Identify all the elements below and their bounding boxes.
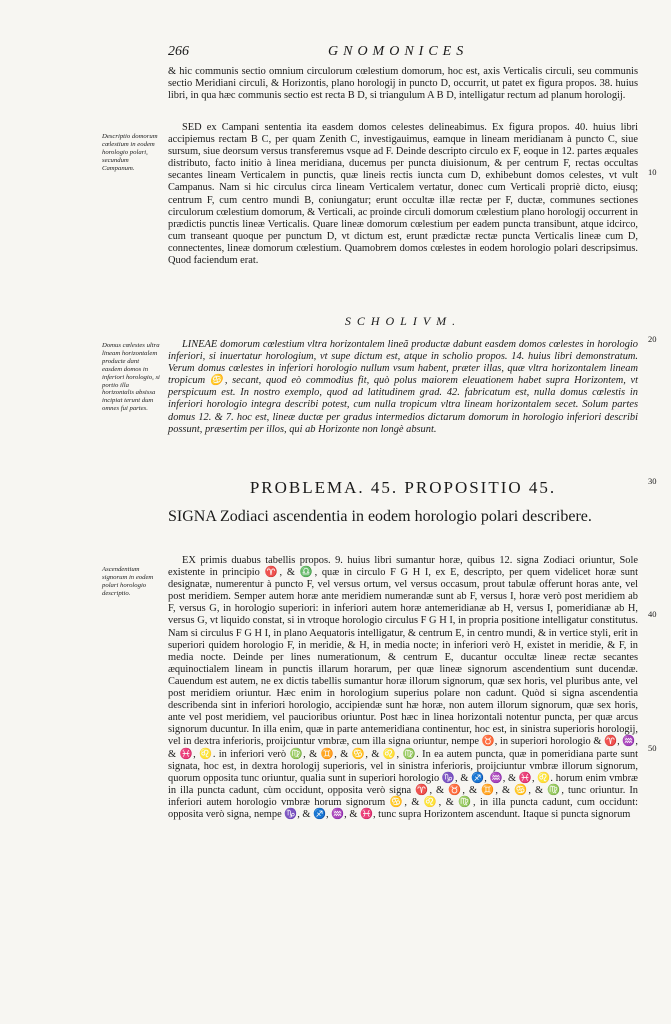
margin-note-campanus: Descriptio domorum cœlestium in eodem horologio polari, secundum Campanum. — [102, 133, 158, 172]
problema-heading: PROBLEMA. 45. PROPOSITIO 45. — [249, 478, 557, 497]
paragraph-scholium: LINEAE domorum cœlestium vltra horizontalem lineã productæ dabunt easdem domos cœlestes in horologio inferiori, si inuertatur horologium, vt supe dictum est, atque in scholio propos. 14. huius libri demonstratum. Verum domus cœlestes in inferiori horologio nullum vsum habent, præter illas, quæ vltra horizontalem lineam tropicum ♋, secant, quod eò commodius fit, quò polus maiorem eleuationem habet supra Horizontem, vt perspicuum est. In nostro exemplo, quod ad latitudinem grad. 42. fabricatum est, nulla domus cœlestis in inferiori horologio integra describi potest, cum nulla tropicum vltra lineam horizontalem secet. Solum partes domus 12. & 7. hoc est, lineæ ductæ per gradus intermedios dictarum domorum in horologio inferiori describi possunt, præsertim per illos, qui ab Horizonte non longè absunt. — [168, 339, 638, 435]
paragraph-campanus: SED ex Campani sententia ita easdem domos celestes delineabimus. Ex figura propos. 40. huius libri accipiemus rectam B C, per quam Zenith C, investigauimus, eamque in lineam meridianam à puncto C, siue sursum, siue deorsum versus transferemus vsque ad F. Deinde descripto circulo ex F, eoque in 12. partes æquales distributo, facto initio à linea meridiana, ducemus per puncta diuisionum, & per centrum F, rectas occultas secantes lineam Verticalem in punctis, quæ lineis rectis iuncta cum D, exhibebunt domos celestes, vt vult Campanus. Nam si hic circulus circa lineam Verticalem vertatur, donec cum Verticali propriè dicto, eiusq; centrum F, cum centro mundi B, coniungatur; erunt occultæ illæ rectæ per F, ductæ, communes sectiones circulorum cœlestium domorum, & Verticali, ac proinde circuli domorum cœlestium plano horologij occurrent in prædictis punctis lineæ Verticalis. Quare lineæ domorum cœlestium per eadem puncta transibunt, atque idcirco, cum transeant quoque per punctum D, vt dictum est, erunt prædictæ rectæ puncta Verticalis lineæ cum D, connectentes, lineæ domorum cœlestium. Quamobrem domos cœlestes in eodem horologio polari descripsimus. Quod faciendum erat. — [168, 122, 638, 267]
line-number-20: 20 — [648, 334, 657, 344]
line-number-40: 40 — [648, 609, 657, 619]
running-head: GNOMONICES — [328, 44, 469, 59]
line-number-30: 30 — [648, 476, 657, 486]
paragraph-ascendentia: EX primis duabus tabellis propos. 9. huius libri sumantur horæ, quibus 12. signa Zodiaci oriuntur, Sole existente in principio ♈, & ♎, quæ in circulo F G H I, ex E, descripto, per quem videlicet horæ sunt designatæ, numerentur à puncto F, vel versus ortum, vel versus occasum, prout tabulæ offerunt horas ante, vel post meridiem. Semper autem horæ ante meridiem numerandæ sunt ab F, versus I, horæ verò post meridiem ab F, versus G, in horologio superiori: in inferiori autem horæ antemeridianæ ab H, versus I, pomeridianæ ab H, versus G, vt liquido constat, si in vtroque horologio circulus F G H I, in propria positione intelligatur constitutus. Nam si circulus F G H I, in plano Aequatoris intelligatur, & centrum E, in centro mundi, & in vertice styli, erit in superiori quidem horologio F, in meridie, & H, in media nocte; in inferiori verò H, existet in meridie, & F, in media nocte. Deinde per lines numerationum, & centrum E, ducantur occultæ lineæ rectæ secantes æquinoctialem lineam in punctis illarum horarum, per quæ lineæ signorum ascendentium sunt ducendæ. Cauendum est autem, ne ex dictis tabellis sumantur horæ illorum signorum, quæ sex horis, vel pluribus ante, vel post meridiem oriuntur. Hæc enim in horologium superius polare non cadunt. Quòd si signa ascendentia describenda sint in inferiori horologio, accipiendæ sunt hæ horæ, non autem illorum signorum, quæ sex horis, ante vel post meridiem, vel paucioribus oriuntur. Post hæc in linea horizontali notentur puncta, per quæ arcus signorum ducuntur. In illa enim, quæ in parte antemeridiana continentur, hoc est, in sinistra superioris horologij, vel in dextra inferioris, proijciuntur vmbræ, cum illa signa oriuntur, nempe ♉, in superiori horologio & ♈, ♒, & ♓, ♌. in inferiori verò ♍, & ♊, & ♋, & ♌, ♍. In ea autem puncta, quæ in pomeridiana parte sunt signata, hoc est, in dextra horologij superioris, vel in sinistra inferioris, proijciuntur vmbræ illorum signorum, quorum opposita tunc oriuntur, qualia sunt in superiori horologio ♑, & ♐, ♒, & ♓, ♌. horum enim vmbræ in illa puncta cadunt, cùm occidunt, opposita verò signa ♈, & ♉, & ♊, & ♋, & ♍, tunc oriuntur. In inferiori autem horologio vmbræ horum signorum ♋, & ♌, & ♍, in illa puncta cadunt, cum occidunt: opposita verò signa, nempe ♑, & ♐, ♒, & ♓, tunc supra Horizontem ascendunt. Itaque si puncta signorum — [168, 555, 638, 820]
signa-heading: SIGNA Zodiaci ascendentia in eodem horologio polari describere. — [168, 508, 592, 525]
page-header — [168, 44, 638, 64]
paragraph-continuation: & hic communis sectio omnium circulorum cœlestium domorum, hoc est, axis Verticalis circuli, seu communis sectio Meridiani circuli, & Horizontis, plano horologij in puncto D, occurrit, ut patet ex figura propos. 38. huius libri, in qua hæc communis sectio est recta B D, si triangulum A B D, intelligatur rectum ad planum horologij. — [168, 66, 638, 102]
margin-note-domus: Domus cœlestes ultra lineam horizontalem producte dant easdem domos in inferiori horologio, si portio illa horizontalis absissa incipiat terunt dum omnes fui partes. — [102, 342, 160, 413]
line-number-50: 50 — [648, 743, 657, 753]
margin-note-ascendentium: Ascendentium signorum in eodem polari horologio descriptio. — [102, 566, 154, 597]
page-number: 266 — [168, 44, 189, 59]
line-number-10: 10 — [648, 167, 657, 177]
scholium-heading: SCHOLIVM. — [344, 314, 462, 328]
